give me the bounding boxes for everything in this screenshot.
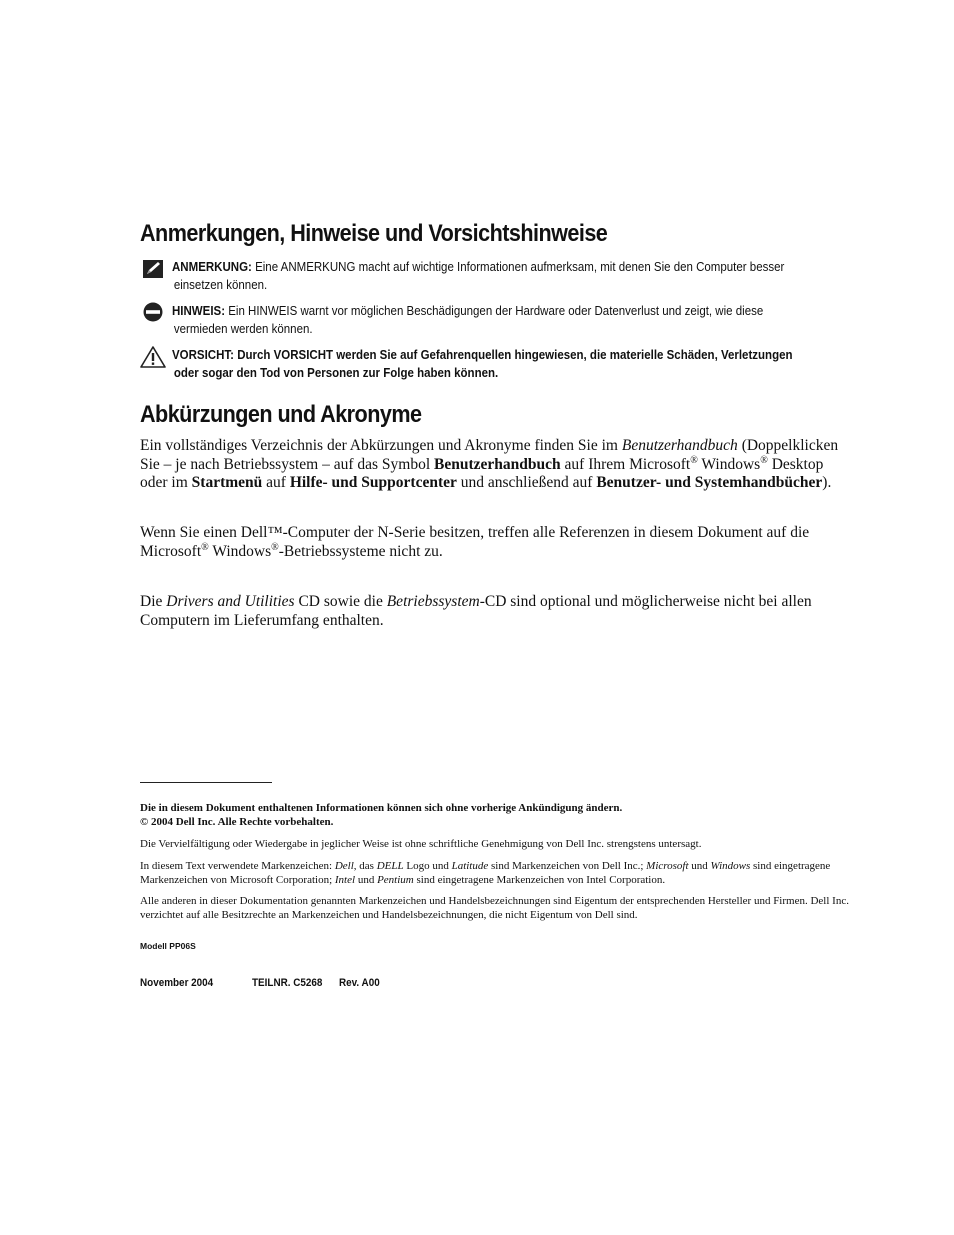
note-label: ANMERKUNG: <box>172 260 252 274</box>
p1-text-e: auf Ihrem Microsoft <box>560 455 691 473</box>
p2-text-c: -Betriebssysteme nicht zu. <box>278 542 443 560</box>
model-number: Modell PP06S <box>140 941 196 951</box>
p3-text-c: CD sowie die <box>294 593 387 610</box>
hinweis-label: HINWEIS: <box>172 304 226 318</box>
note-text-2: einsetzen können. <box>173 278 268 292</box>
tm-text-g: und <box>355 874 378 886</box>
note-pencil-icon <box>140 258 166 280</box>
tm-text-e: und <box>688 860 711 872</box>
p1-text-c: (Doppelklicken Sie – je nach Betriebssystem – auf das Symbol <box>140 437 839 473</box>
tm-microsoft: Microsoft <box>646 860 689 872</box>
p2-text-a: Wenn Sie einen Dell™-Computer der N-Serie besitzen, treffen alle Referenzen in diesem Dokument auf die Microsoft <box>140 524 810 560</box>
p1-bold-startmenu: Startmenü <box>191 474 263 491</box>
p1-bold-benutzerhandbuch: Benutzerhandbuch <box>434 455 561 473</box>
p3-italic-drivers: Drivers and Utilities <box>166 593 295 610</box>
caution-text-2: oder sogar den Tod von Personen zur Folge haben können. <box>173 366 499 380</box>
note-block <box>140 258 860 294</box>
p1-bold-hilfe: Hilfe- und Supportcenter <box>289 474 457 491</box>
p1-text-f: Windows <box>697 455 761 473</box>
legal-other-trademarks: Alle anderen in dieser Dokumentation genannten Markenzeichen und Handelsbezeichnungen sind Eigentum der entsprechenden Hersteller und Firmen. Dell Inc. verzichtet auf alle Besitzrechte an Markenzeichen und Handelsbezeichnungen, die nicht Eigentum von Dell sind. <box>140 895 849 921</box>
legal-notice-line-1: Die in diesem Dokument enthaltenen Informationen können sich ohne vorherige Ankündigung ändern. <box>140 802 623 814</box>
caution-triangle-icon <box>140 346 166 368</box>
notice-circle-icon <box>140 302 166 324</box>
tm-pentium: Pentium <box>377 874 414 886</box>
footer-revision: Rev. A00 <box>339 977 380 989</box>
p1-text-k: und anschließend auf <box>456 474 597 491</box>
legal-copyright: © 2004 Dell Inc. Alle Rechte vorbehalten. <box>140 816 334 828</box>
p1-reg-2: ® <box>760 454 768 466</box>
p1-text-m: ). <box>822 474 832 491</box>
tm-dell-logo: DELL <box>376 860 404 872</box>
tm-text-d: sind Markenzeichen von Dell Inc.; <box>488 860 647 872</box>
p1-text-g: Desktop oder im <box>140 455 824 491</box>
tm-windows: Windows <box>710 860 751 872</box>
tm-intel: Intel <box>334 874 356 886</box>
legal-reproduction: Die Vervielfältigung oder Wiedergabe in jeglicher Weise ist ohne schriftliche Genehmigung von Dell Inc. strengstens untersagt. <box>140 838 702 850</box>
hinweis-text: Ein HINWEIS warnt vor möglichen Beschädigungen der Hardware oder Datenverlust und zeigt, wie diese <box>228 304 764 318</box>
p1-text-a: Ein vollständiges Verzeichnis der Abkürzungen und Akronyme finden Sie im <box>140 437 622 454</box>
section-title-notes: Anmerkungen, Hinweise und Vorsichtshinweise <box>140 220 608 247</box>
tm-text-b: , das <box>353 860 377 872</box>
p1-text-i: auf <box>262 474 290 491</box>
legal-trademarks <box>140 859 850 887</box>
paragraph-cds <box>140 593 845 630</box>
p2-reg-1: ® <box>201 541 209 553</box>
caution-block <box>140 346 860 382</box>
p3-text-e: -CD sind optional und möglicherweise nicht bei allen Computern im Lieferumfang enthalten. <box>140 593 812 629</box>
footer-part-number: TEILNR. C5268 <box>252 977 323 989</box>
p1-bold-handbuecher: Benutzer- und Systemhandbücher <box>596 474 823 491</box>
p3-text-a: Die <box>140 593 167 610</box>
p3-italic-betriebssystem: Betriebssystem <box>386 593 480 610</box>
hinweis-text-2: vermieden werden können. <box>173 322 313 336</box>
paragraph-n-series <box>140 524 845 561</box>
note-text: Eine ANMERKUNG macht auf wichtige Informationen aufmerksam, mit denen Sie den Computer besser <box>255 260 785 274</box>
p2-text-b: Windows <box>208 542 272 560</box>
section-title-abbreviations: Abkürzungen und Akronyme <box>140 401 422 428</box>
tm-text-f: sind eingetragene Markenzeichen von Microsoft Corporation; <box>140 860 831 886</box>
hinweis-block <box>140 302 860 338</box>
p1-italic-benutzerhandbuch: Benutzerhandbuch <box>621 437 738 454</box>
footer-date: November 2004 <box>140 977 214 989</box>
caution-text: Durch VORSICHT werden Sie auf Gefahrenquellen hingewiesen, die materielle Schäden, Verletzungen <box>237 348 793 362</box>
tm-dell: Dell <box>334 860 354 872</box>
caution-label: VORSICHT: <box>172 348 234 362</box>
tm-text-c: Logo und <box>403 860 452 872</box>
paragraph-abbreviations <box>140 437 845 493</box>
p1-reg-1: ® <box>690 454 698 466</box>
tm-text-a: In diesem Text verwendete Markenzeichen: <box>140 860 335 872</box>
footnote-divider <box>140 782 272 783</box>
tm-text-h: sind eingetragene Markenzeichen von Intel Corporation. <box>413 874 666 886</box>
p2-reg-2: ® <box>271 541 279 553</box>
tm-latitude: Latitude <box>451 860 489 872</box>
